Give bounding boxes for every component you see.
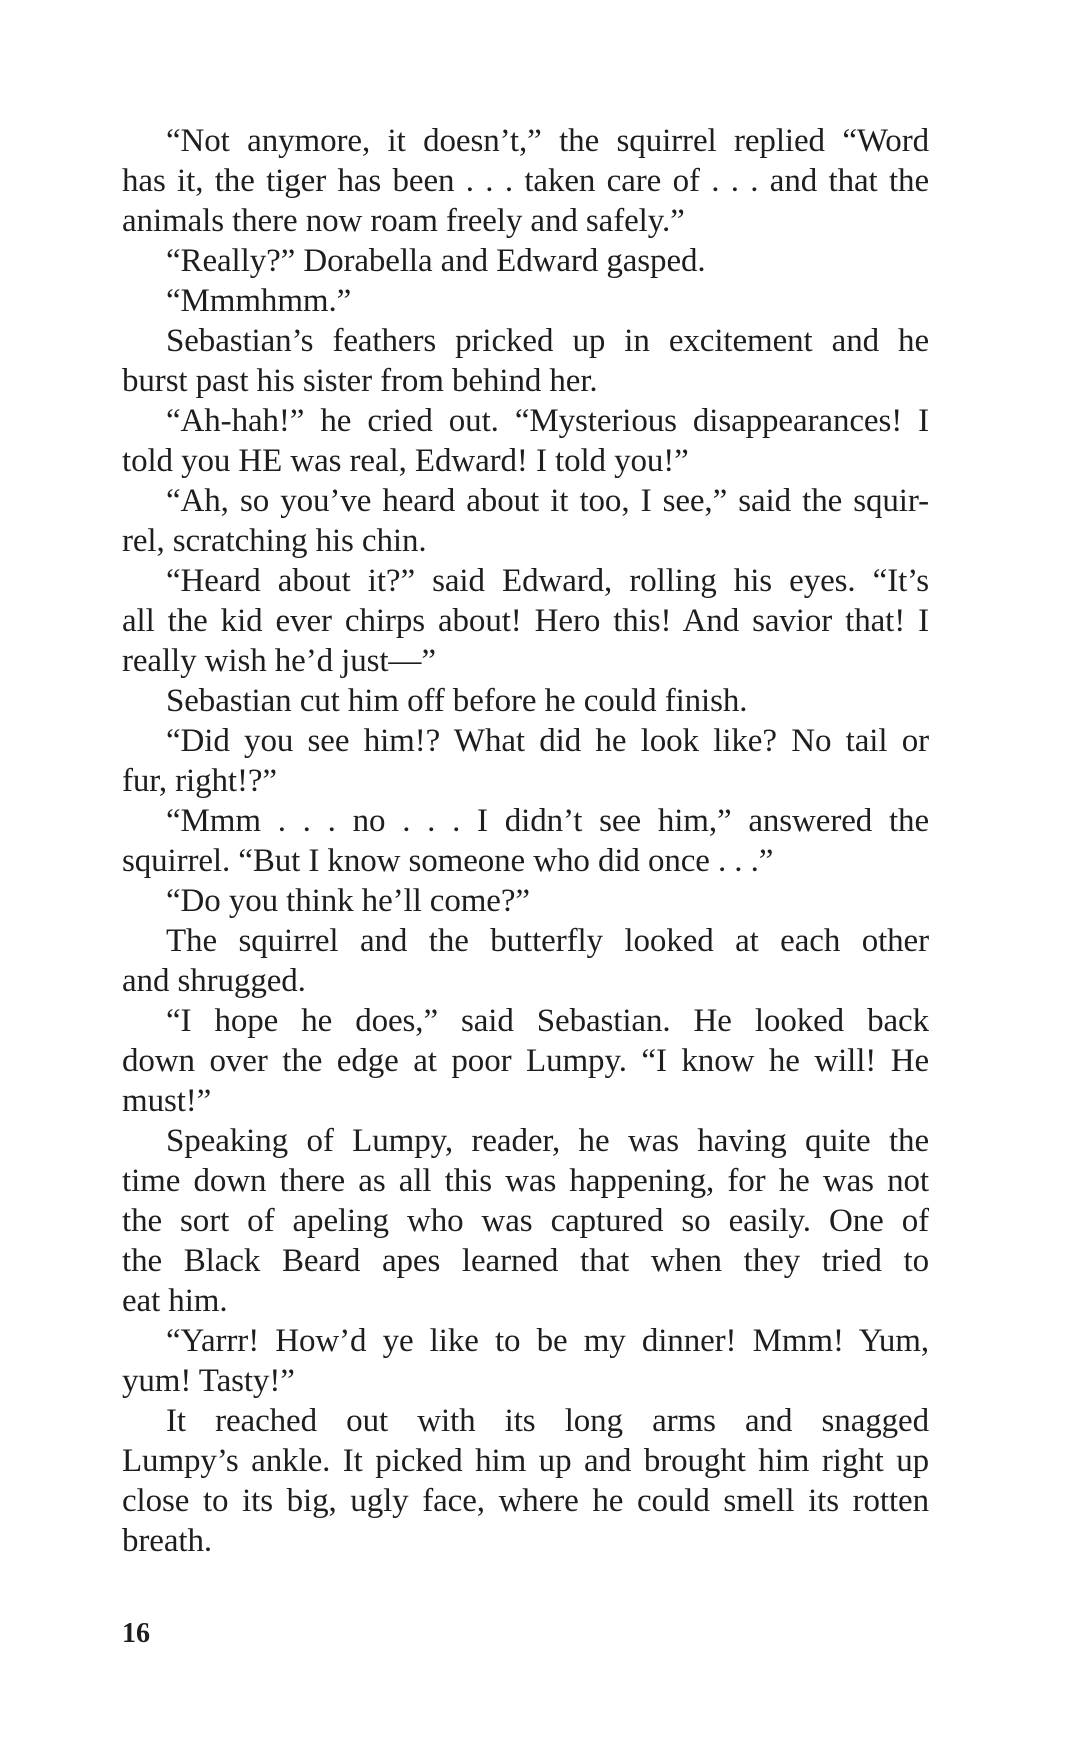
text-line: time down there as all this was happening, for he was not <box>122 1163 929 1199</box>
text-line: animals there now roam freely and safely.” <box>122 203 685 239</box>
text-line: close to its big, ugly face, where he could smell its rotten <box>122 1483 929 1519</box>
text-line: “Mmmhmm.” <box>166 283 352 319</box>
text-line: all the kid ever chirps about! Hero this! And savior that! I <box>122 603 929 639</box>
paragraph <box>122 241 929 281</box>
text-line: fur, right!?” <box>122 763 277 799</box>
text-line: “Not anymore, it doesn’t,” the squirrel replied “Word <box>166 123 929 159</box>
text-line: squirrel. “But I know someone who did once . . .” <box>122 843 774 879</box>
paragraph <box>122 1321 929 1401</box>
text-line: must!” <box>122 1083 212 1119</box>
paragraph <box>122 121 929 241</box>
text-line: “Ah-hah!” he cried out. “Mysterious disappearances! I <box>166 403 929 439</box>
paragraph <box>122 481 929 561</box>
text-line: breath. <box>122 1523 213 1559</box>
text-line: and shrugged. <box>122 963 306 999</box>
text-line: the sort of apeling who was captured so easily. One of <box>122 1203 929 1239</box>
text-line: has it, the tiger has been . . . taken care of . . . and that the <box>122 163 929 199</box>
text-line: really wish he’d just—” <box>122 643 436 679</box>
text-line: “Heard about it?” said Edward, rolling his eyes. “It’s <box>166 563 929 599</box>
text-line: burst past his sister from behind her. <box>122 363 598 399</box>
paragraph <box>122 721 929 801</box>
text-line: rel, scratching his chin. <box>122 523 427 559</box>
text-line: “Really?” Dorabella and Edward gasped. <box>166 243 706 279</box>
text-line: yum! Tasty!” <box>122 1363 295 1399</box>
text-line: Lumpy’s ankle. It picked him up and brought him right up <box>122 1443 929 1479</box>
paragraph <box>122 281 929 321</box>
paragraph <box>122 321 929 401</box>
page-number: 16 <box>122 1618 150 1649</box>
paragraph <box>122 881 929 921</box>
paragraph <box>122 1001 929 1121</box>
text-line: down over the edge at poor Lumpy. “I know he will! He <box>122 1043 929 1079</box>
paragraph <box>122 561 929 681</box>
text-line: Speaking of Lumpy, reader, he was having quite the <box>166 1123 929 1159</box>
paragraph <box>122 921 929 1001</box>
text-line: “Ah, so you’ve heard about it too, I see,” said the squir- <box>166 483 929 519</box>
text-line: told you HE was real, Edward! I told you!” <box>122 443 689 479</box>
text-line: eat him. <box>122 1283 228 1319</box>
text-line: “Mmm . . . no . . . I didn’t see him,” answered the <box>166 803 929 839</box>
paragraph <box>122 801 929 881</box>
paragraph <box>122 1401 929 1561</box>
paragraph <box>122 1121 929 1321</box>
text-line: Sebastian cut him off before he could finish. <box>166 683 748 719</box>
text-line: It reached out with its long arms and snagged <box>166 1403 929 1439</box>
text-line: “Yarrr! How’d ye like to be my dinner! Mmm! Yum, <box>166 1323 929 1359</box>
text-line: “Do you think he’ll come?” <box>166 883 530 919</box>
paragraph <box>122 681 929 721</box>
text-line: Sebastian’s feathers pricked up in excitement and he <box>166 323 929 359</box>
text-line: the Black Beard apes learned that when they tried to <box>122 1243 929 1279</box>
text-line: “I hope he does,” said Sebastian. He looked back <box>166 1003 929 1039</box>
paragraph <box>122 401 929 481</box>
text-line: “Did you see him!? What did he look like? No tail or <box>166 723 929 759</box>
text-block <box>122 121 929 1561</box>
text-line: The squirrel and the butterfly looked at each other <box>166 923 929 959</box>
